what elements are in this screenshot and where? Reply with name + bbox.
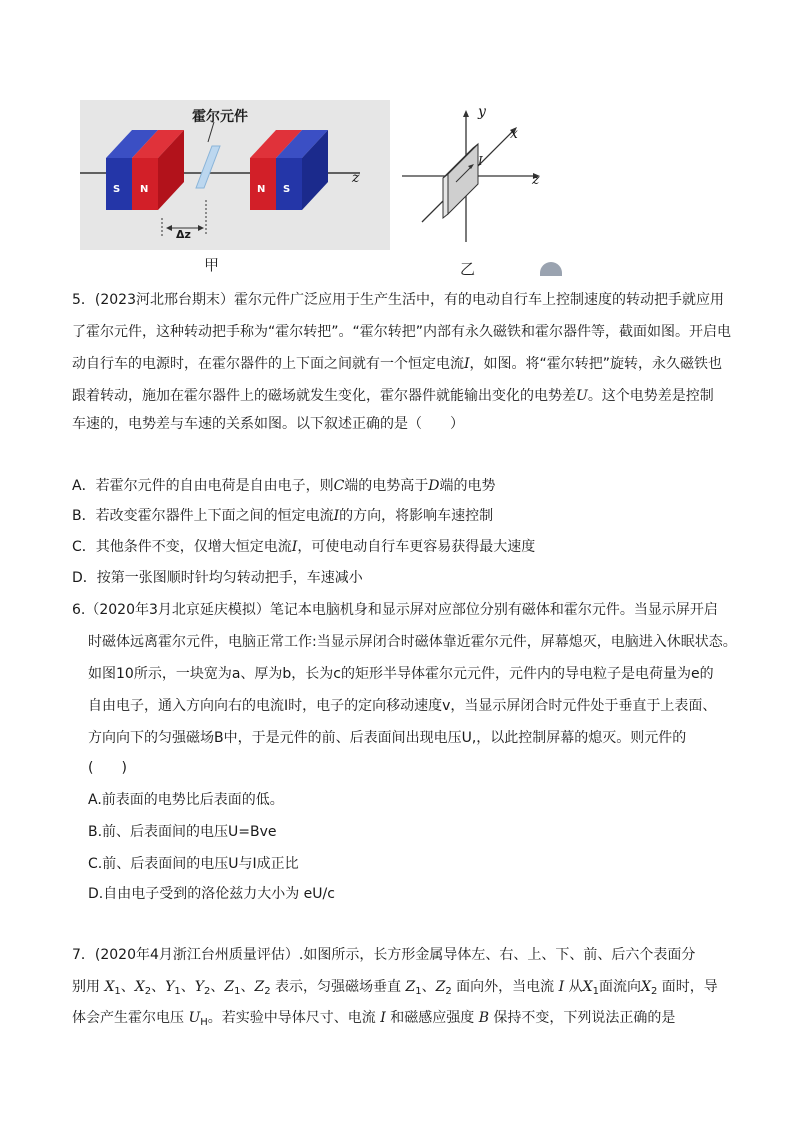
figure-yi-caption: 乙: [460, 260, 476, 278]
q5-option-a-c: C: [333, 478, 345, 494]
q5-option-b-post: 的方向，将影响车速控制: [339, 508, 494, 524]
q7-sub: 1: [114, 986, 121, 997]
magnet-left-s-label: S: [113, 184, 121, 195]
q5-line-4-text: 跟着转动，施加在霍尔器件上的磁场就发生变化，霍尔器件就能输出变化的电势差: [72, 388, 576, 404]
hall-element-label: 霍尔元件: [192, 109, 248, 125]
page-artifact: [540, 262, 562, 276]
q7-line-2: [72, 977, 718, 1002]
q5-line-3-text: 动自行车的电源时，在霍尔器件的上下面之间就有一个恒定电流: [72, 356, 464, 372]
q7-hall-voltage-var: U: [188, 1010, 201, 1026]
q5-line-1: 5．(2023河北邢台期末）霍尔元件广泛应用于生产生活中，有的电动自行车上控制速度的转动把手就应用: [72, 292, 724, 308]
q7-line-3: [72, 1008, 675, 1033]
q5-option-b: [72, 506, 493, 526]
q6-option-b: B.前、后表面间的电压U=Bve: [88, 824, 277, 840]
q6-line-4: 自由电子，通入方向向右的电流I时，电子的定向移动速度v，当显示屏闭合时元件处于垂直于上表面、: [88, 698, 717, 714]
q7-sub: 2: [445, 986, 452, 997]
q7-text: 、: [120, 979, 135, 995]
q7-var: Y: [165, 979, 175, 995]
q5-option-a-post: 端的电势: [439, 478, 496, 494]
q7-text: 、: [421, 979, 436, 995]
figure-jia-caption: 甲: [204, 256, 220, 274]
coordinate-axes-diagram: [398, 104, 568, 254]
q7-var: Z: [405, 979, 416, 995]
q6-line-3: 如图10所示，一块宽为a、厚为b，长为c的矩形半导体霍尔元元件，元件内的导电粒子是电荷量为e的: [88, 666, 714, 682]
q5-line-4: [72, 386, 714, 406]
q7-text: 表示，匀强磁场垂直: [270, 979, 406, 995]
q7-var: Z: [435, 979, 446, 995]
q7-current-var: I: [380, 1010, 386, 1026]
q7-var: Y: [194, 979, 205, 995]
q7-text: 面流向: [598, 979, 641, 995]
q6-option-a: A.前表面的电势比后表面的低。: [88, 792, 284, 808]
q5-option-a-d: D: [428, 478, 440, 494]
q5-line-3-tail: ，如图。将“霍尔转把”旋转，永久磁铁也: [469, 356, 723, 372]
q7-sub: 1: [174, 986, 181, 997]
q7-text: 、: [180, 979, 195, 995]
q5-line-2: 了霍尔元件，这种转动把手称为“霍尔转把”。“霍尔转把”内部有永久磁铁和霍尔器件等，截面如图。开启电: [72, 324, 732, 340]
q5-option-d: D．按第一张图顺时针均匀转动把手，车速减小: [72, 570, 363, 586]
q7-text: 、: [240, 979, 255, 995]
q6-line-2: 时磁体远离霍尔元件，电脑正常工作:当显示屏闭合时磁体靠近霍尔元件，屏幕熄灭，电脑进入休眠状态。: [88, 634, 737, 650]
q7-text: 别用: [72, 979, 105, 995]
q6-option-d: D.自由电子受到的洛伦兹力大小为 eU/c: [88, 886, 335, 902]
axis-x-label: x: [510, 126, 518, 142]
q5-option-c-pre: C．其他条件不变，仅增大恒定电流: [72, 539, 292, 555]
q7-sub: 2: [204, 986, 211, 997]
q7-line-1: 7．(2020年4月浙江台州质量评估）.如图所示，长方形金属导体左、右、上、下、前、后六个表面分: [72, 947, 696, 963]
axis-y-label: y: [478, 104, 486, 120]
q5-voltage-var: U: [576, 388, 588, 404]
q5-line-3: [72, 354, 722, 374]
q6-option-c: C.前、后表面间的电压U与I成正比: [88, 856, 299, 872]
q7-line3-pre: 体会产生霍尔电压: [72, 1010, 189, 1026]
q7-var: X: [582, 979, 593, 995]
q5-option-c-var: I: [291, 539, 298, 555]
q7-sub: 1: [234, 986, 241, 997]
current-i-label: I: [478, 154, 483, 168]
q5-option-c-post: ，可使电动自行车更容易获得最大速度: [297, 539, 536, 555]
q5-line-4-tail: 。这个电势差是控制: [587, 388, 714, 404]
q7-text: 面向外，当电流: [451, 979, 559, 995]
q7-sub: 2: [144, 986, 152, 997]
q7-sub: 2: [650, 986, 658, 997]
magnet-left-n-label: N: [140, 184, 149, 195]
q7-sub: 1: [415, 986, 422, 997]
q5-option-a-mid: 端的电势高于: [344, 478, 429, 494]
q7-line3-and: 和磁感应强度: [385, 1010, 479, 1026]
q7-text: 面时，导: [657, 979, 718, 995]
axis-z-label: z: [352, 170, 360, 186]
q7-var: X: [104, 979, 115, 995]
q7-var: I: [558, 979, 565, 995]
q7-sub: 1: [592, 986, 599, 997]
magnet-right-s-label: S: [283, 184, 291, 195]
delta-z-label: Δz: [176, 228, 191, 241]
q7-sub: 2: [264, 986, 271, 997]
q5-line-5: 车速的，电势差与车速的关系如图。以下叙述正确的是（ ）: [72, 416, 464, 432]
q7-var: Z: [254, 979, 265, 995]
q7-hall-voltage-sub: H: [200, 1017, 208, 1028]
q7-var: Z: [224, 979, 235, 995]
q5-current-var: I: [464, 356, 470, 372]
figure-jia-magnets: [80, 100, 390, 250]
figure-yi-axes: [398, 104, 568, 254]
q7-var: X: [640, 979, 651, 995]
q7-field-var: B: [478, 1010, 489, 1026]
q7-text: 、: [210, 979, 225, 995]
q7-line3-mid: 。若实验中导体尺寸、电流: [207, 1010, 381, 1026]
q5-option-b-pre: B．若改变霍尔器件上下面之间的恒定电流: [72, 508, 334, 524]
q7-text: 从: [564, 979, 583, 995]
q5-option-b-var: I: [333, 508, 340, 524]
axis-z-label-yi: z: [532, 172, 540, 188]
q5-option-a: [72, 476, 496, 496]
q5-option-a-pre: A．若霍尔元件的自由电荷是自由电子，则: [72, 478, 334, 494]
q7-line3-post: 保持不变，下列说法正确的是: [488, 1010, 676, 1026]
q6-line-6: ( ): [88, 760, 127, 776]
q7-var: X: [134, 979, 145, 995]
q7-text: 、: [151, 979, 166, 995]
q6-line-1: 6.（2020年3月北京延庆模拟）笔记本电脑机身和显示屏对应部位分别有磁体和霍尔元件。当显示屏开启: [72, 602, 718, 618]
magnet-right-n-label: N: [257, 184, 266, 195]
q6-line-5: 方向向下的匀强磁场B中，于是元件的前、后表面间出现电压U,，以此控制屏幕的熄灭。则元件的: [88, 730, 687, 746]
q5-option-c: [72, 537, 535, 557]
